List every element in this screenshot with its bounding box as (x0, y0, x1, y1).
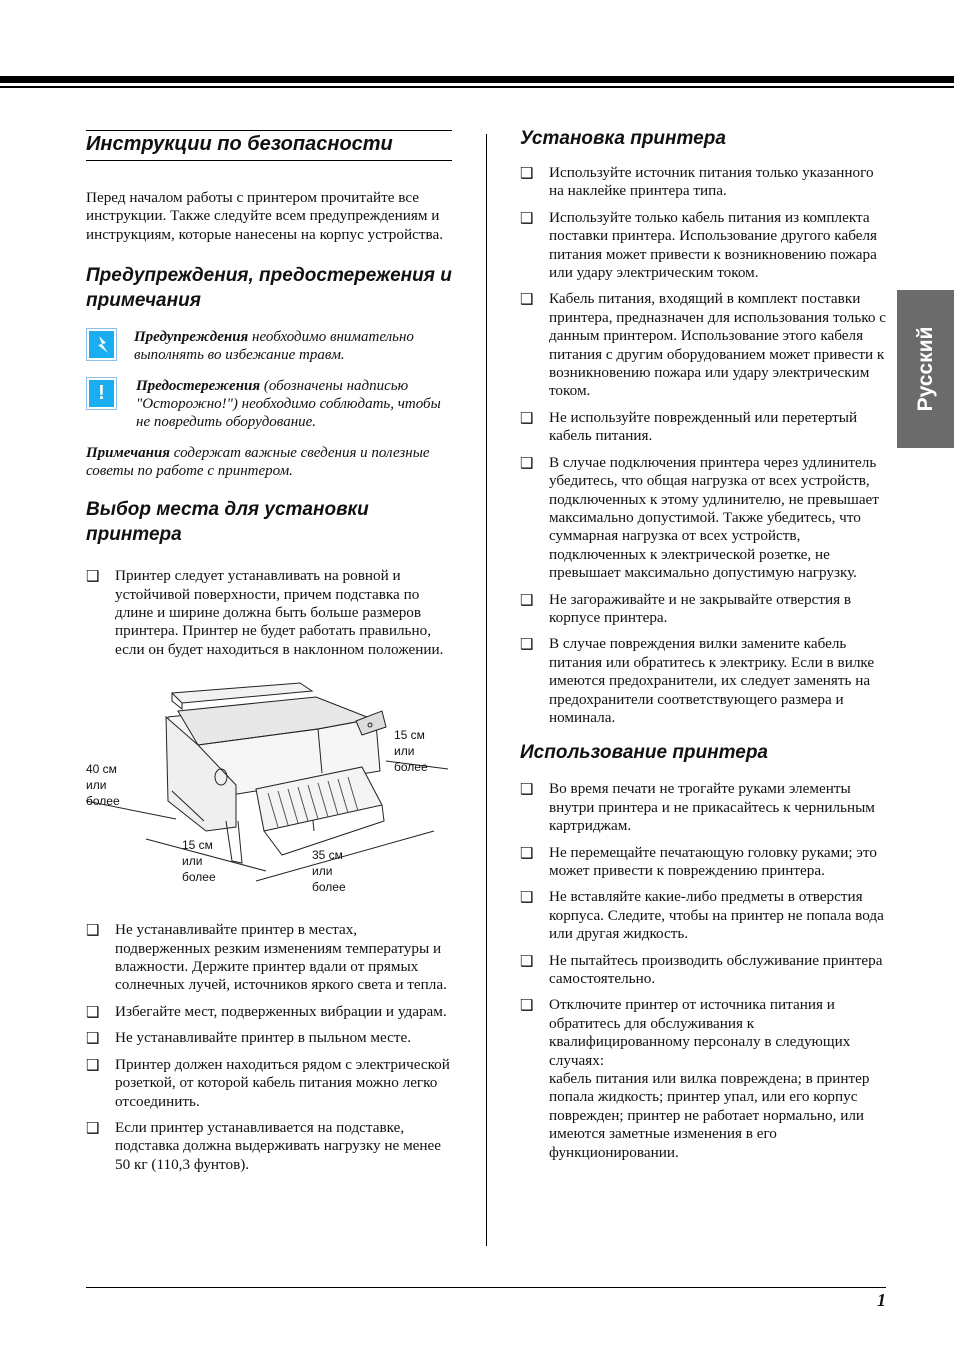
list-item: ❑ Используйте только кабель питания из комплекта поставки принтера. Использование другого кабеля питания может привести к возникновению пожара или удару электрическим током. (520, 208, 878, 282)
list-item: ❑ Кабель питания, входящий в комплект поставки принтера, предназначен для использования только с данным принтером. Использование этого кабеля питания с другим оборудованием может привести к возникновению пожара или удару электрическим током. (520, 290, 887, 400)
heading-use: Использование принтера (520, 742, 768, 764)
list-item: ❑ В случае повреждения вилки замените кабель питания или обратитесь к электрику. Если в вилке имеются предохранители, их следует заменять на предохранители соответствующего размера и номинала. (520, 635, 875, 726)
language-tab (897, 290, 954, 448)
list-item: ❑ Отключите принтер от источника питания и обратитесь для обслуживания к квалифицированному персоналу в следующих случаях: кабель питания или вилка повреждена; в принтер попала жидкость; принтер упал, или его корпус поврежден; принтер не работает нормально, или имеются заметные изменения в его функционировании. (520, 996, 870, 1161)
place-list (86, 567, 452, 659)
warning-term: Предупреждения (134, 329, 249, 346)
list-item: ❑ Не загораживайте и не закрывайте отверстия в корпусе принтера. (520, 590, 852, 626)
caution-exclamation-icon: ! (86, 377, 117, 410)
clearance-label-right: 15 см или более (394, 728, 428, 775)
caution-text: (обозначены надписью "Осторожно!") необходимо соблюдать, чтобы не повредить оборудование. (136, 378, 441, 431)
bottom-rule (86, 1287, 886, 1288)
left-column (86, 130, 452, 1174)
page-number: 1 (877, 1290, 886, 1310)
printer-illustration (86, 681, 452, 911)
clearance-label-bottom-left: 15 см или более (182, 838, 216, 885)
list-item: ❑ Не устанавливайте принтер в местах, подверженных резким изменениям температуры и влажности. Держите принтер вдали от прямых солнечных лучей, источников яркого света и тепла. (86, 921, 447, 994)
list-item: ❑ Не перемещайте печатающую головку руками; это может привести к повреждению принтера. (520, 843, 877, 879)
warning-notice (86, 328, 452, 364)
list-item: ❑ Не используйте поврежденный или перетертый кабель питания. (520, 408, 858, 445)
caution-term: Предостережения (136, 378, 261, 395)
warning-text: необходимо внимательно выполнять во избежание травм. (134, 329, 414, 364)
list-item: ❑ Принтер следует устанавливать на ровной и устойчивой поверхности, причем подставка по длине и ширине должна быть больше размеров принтера. Принтер не будет работать правильно, если он будет находиться в наклонном положении. (86, 567, 444, 658)
heading-install: Установка принтера (520, 128, 726, 149)
list-item: ❑ Если принтер устанавливается на подставке, подставка должна выдерживать нагрузку не менее 50 кг (110,3 фунтов). (86, 1118, 442, 1173)
column-divider (486, 134, 487, 1246)
clearance-label-left: 40 см или более (86, 762, 120, 809)
caution-notice (86, 377, 452, 431)
top-rule-thin (0, 86, 954, 88)
list-item: ❑ Во время печати не трогайте руками элементы внутри принтера и не прикасайтесь к чернильным картриджам. (520, 780, 875, 835)
heading-place: Выбор места для установки принтера (86, 499, 369, 546)
language-tab-label: Русский (913, 326, 937, 412)
warning-lightning-icon (86, 328, 117, 361)
list-item: ❑ Не пытайтесь производить обслуживание принтера самостоятельно. (520, 951, 883, 988)
note-notice (86, 444, 452, 480)
printer-clearance-diagram (86, 681, 452, 911)
right-column (520, 126, 886, 1162)
section-title-safety: Инструкции по безопасности (86, 130, 452, 161)
list-item: ❑ Не вставляйте какие-либо предметы в отверстия корпуса. Следите, чтобы на принтер не попала вода или другая жидкость. (520, 888, 884, 943)
use-list (520, 780, 886, 1162)
list-item: ❑ Используйте источник питания только указанного на наклейке принтера типа. (520, 164, 874, 200)
top-rule-thick (0, 76, 954, 83)
intro-paragraph: Перед началом работы с принтером прочитайте все инструкции. Также следуйте всем предупреждениям и инструкциям, которые нанесены на корпус устройства. (86, 189, 443, 243)
list-item: ❑ Принтер должен находиться рядом с электрической розеткой, от которой кабель питания можно легко отсоединить. (86, 1055, 450, 1110)
list-item: ❑ Избегайте мест, подверженных вибрации и ударам. (86, 1002, 447, 1021)
list-item: ❑ В случае подключения принтера через удлинитель убедитесь, что общая нагрузка от всех устройств, подключенных к этому удлинителю, не превышает максимально допустимой. Также убедитесь, что суммарная нагрузка от всех устройств, подключенных к электрической розетке, не превышает максимально допустимую нагрузку. (520, 453, 879, 582)
heading-warnings: Предупреждения, предостережения и примечания (86, 265, 452, 312)
place-list-2 (86, 921, 452, 1174)
clearance-label-bottom-right: 35 см или более (312, 848, 346, 895)
list-item: ❑ Не устанавливайте принтер в пыльном месте. (86, 1029, 412, 1048)
note-term: Примечания (86, 445, 171, 462)
note-text: содержат важные сведения и полезные советы по работе с принтером. (86, 445, 430, 480)
checkbox-icon: ❑ (86, 567, 100, 586)
install-list (520, 164, 886, 727)
